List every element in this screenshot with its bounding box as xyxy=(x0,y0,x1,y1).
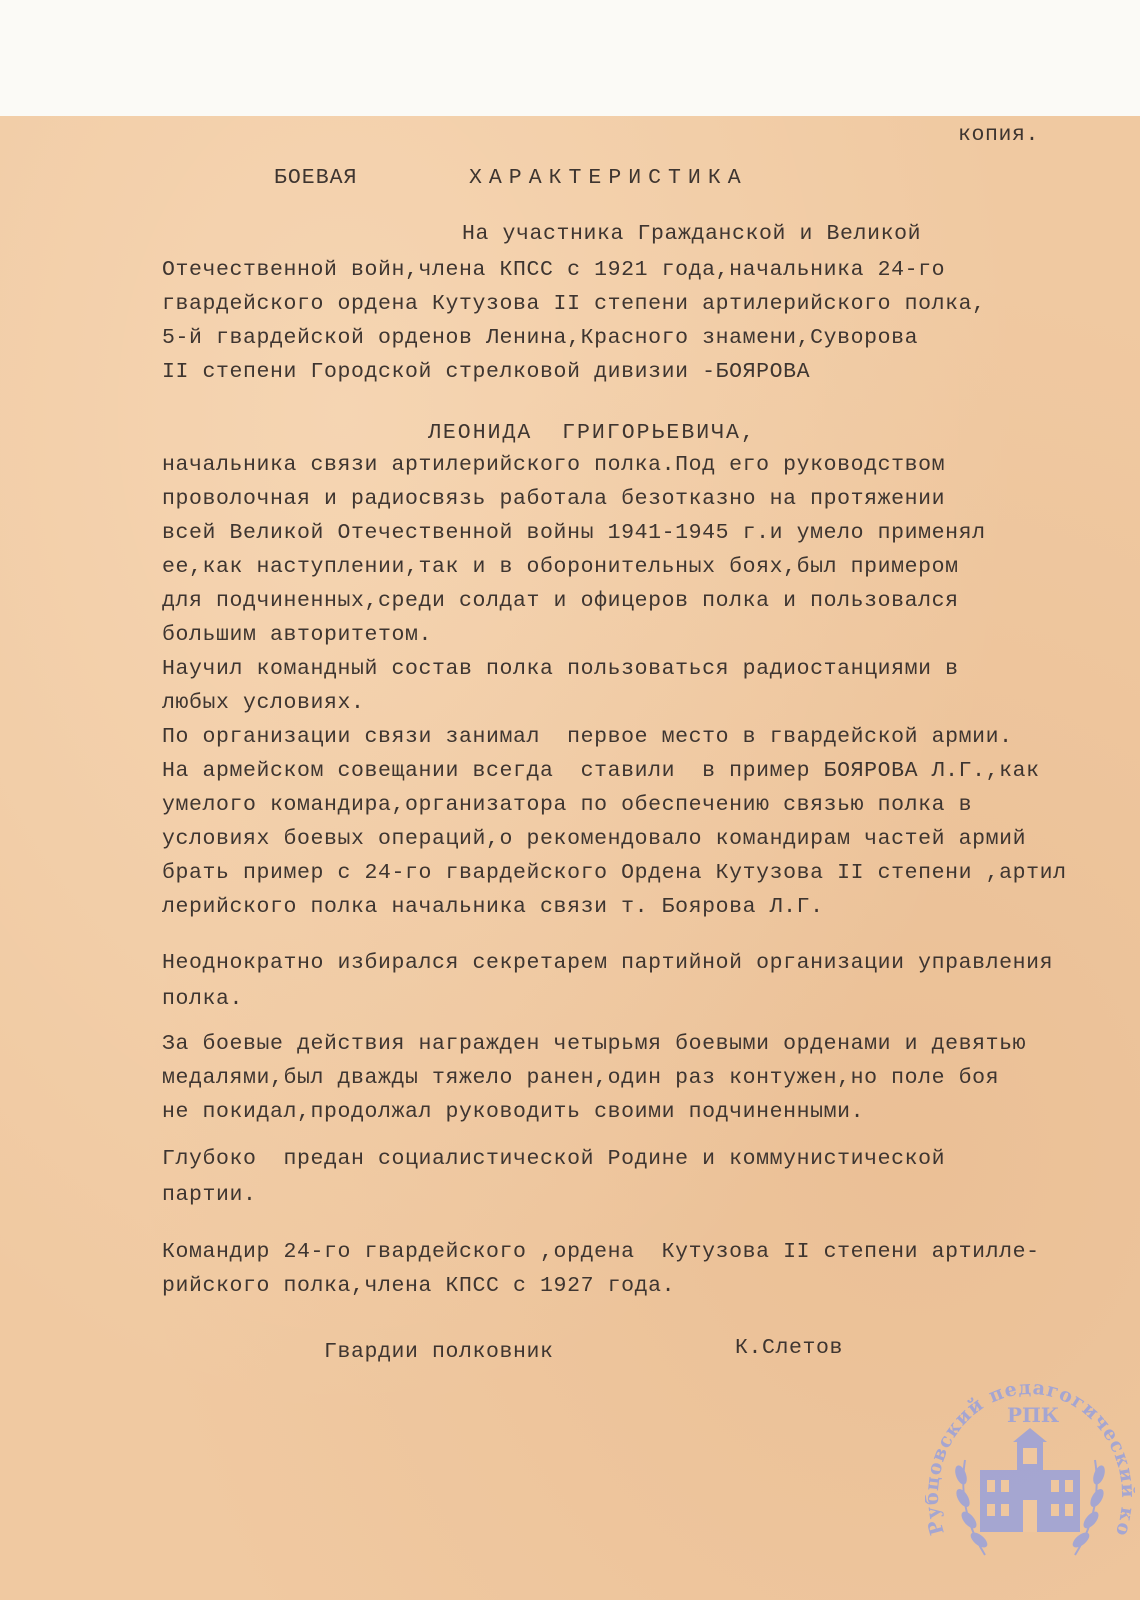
intro-line: Отечественной войн,члена КПСС с 1921 года,начальника 24-го xyxy=(162,258,946,282)
scan-background xyxy=(0,0,1140,120)
copy-mark: копия. xyxy=(958,123,1040,147)
body-line: начальника связи артилерийского полка.Под его руководством xyxy=(162,453,946,477)
signature-rank: Гвардии полковник xyxy=(324,1340,554,1364)
stamp-abbr: РПК xyxy=(1007,1403,1060,1427)
awards-line: медалями,был дважды тяжело ранен,один раз контужен,но поле боя xyxy=(162,1066,1000,1090)
awards-line: не покидал,продолжал руководить своими подчиненными. xyxy=(162,1100,865,1124)
intro-line: гвардейского ордена Кутузова II степени артилерийского полка, xyxy=(162,292,986,316)
commander-line: рийского полка,члена КПСС с 1927 года. xyxy=(162,1274,676,1298)
intro-line: 5-й гвардейской орденов Ленина,Красного знамени,Суворова xyxy=(162,326,919,350)
body-line: большим авторитетом. xyxy=(162,623,433,647)
signature-name: К.Слетов xyxy=(735,1336,844,1360)
body-line: брать пример с 24-го гвардейского Ордена Кутузова II степени ,артил xyxy=(162,861,1067,885)
body-line: для подчиненных,среди солдат и офицеров полка и пользовался xyxy=(162,589,959,613)
body-line: лерийского полка начальника связи т. Боярова Л.Г. xyxy=(162,895,824,919)
document-title: ХАРАКТЕРИСТИКА xyxy=(469,166,748,190)
subject-name: ЛЕОНИДА ГРИГОРЬЕВИЧА, xyxy=(428,421,756,445)
stamp-graphic xyxy=(925,1340,1135,1590)
title-word: БОЕВАЯ xyxy=(274,166,358,190)
college-stamp xyxy=(925,1340,1135,1590)
body-line: всей Великой Отечественной войны 1941-1945 г.и умело применял xyxy=(162,521,986,545)
party-line: Неоднократно избирался секретарем партийной организации управления xyxy=(162,951,1054,975)
body-line: ее,как наступлении,так и в оборонительных боях,был примером xyxy=(162,555,959,579)
intro-line: II степени Городской стрелковой дивизии -БОЯРОВА xyxy=(162,360,811,384)
intro-line: На участника Гражданской и Великой xyxy=(462,222,922,246)
commander-line: Командир 24-го гвардейского ,ордена Кутузова II степени артилле- xyxy=(162,1240,1040,1264)
devotion-line: Глубоко предан социалистической Родине и коммунистической xyxy=(162,1147,946,1171)
awards-line: За боевые действия награжден четырьмя боевыми орденами и девятью xyxy=(162,1032,1027,1056)
body-line: любых условиях. xyxy=(162,691,365,715)
body-line: По организации связи занимал первое место в гвардейской армии. xyxy=(162,725,1013,749)
party-line: полка. xyxy=(162,987,244,1011)
devotion-line: партии. xyxy=(162,1183,257,1207)
body-line: проволочная и радиосвязь работала безотказно на протяжении xyxy=(162,487,946,511)
body-line: Научил командный состав полка пользоваться радиостанциями в xyxy=(162,657,959,681)
body-line: На армейском совещании всегда ставили в пример БОЯРОВА Л.Г.,как xyxy=(162,759,1040,783)
body-line: умелого командира,организатора по обеспечению связью полка в xyxy=(162,793,973,817)
body-line: условиях боевых операций,о рекомендовало командирам частей армий xyxy=(162,827,1027,851)
stamp-arc-text: Р овский педагогическ о xyxy=(925,1376,1135,1540)
